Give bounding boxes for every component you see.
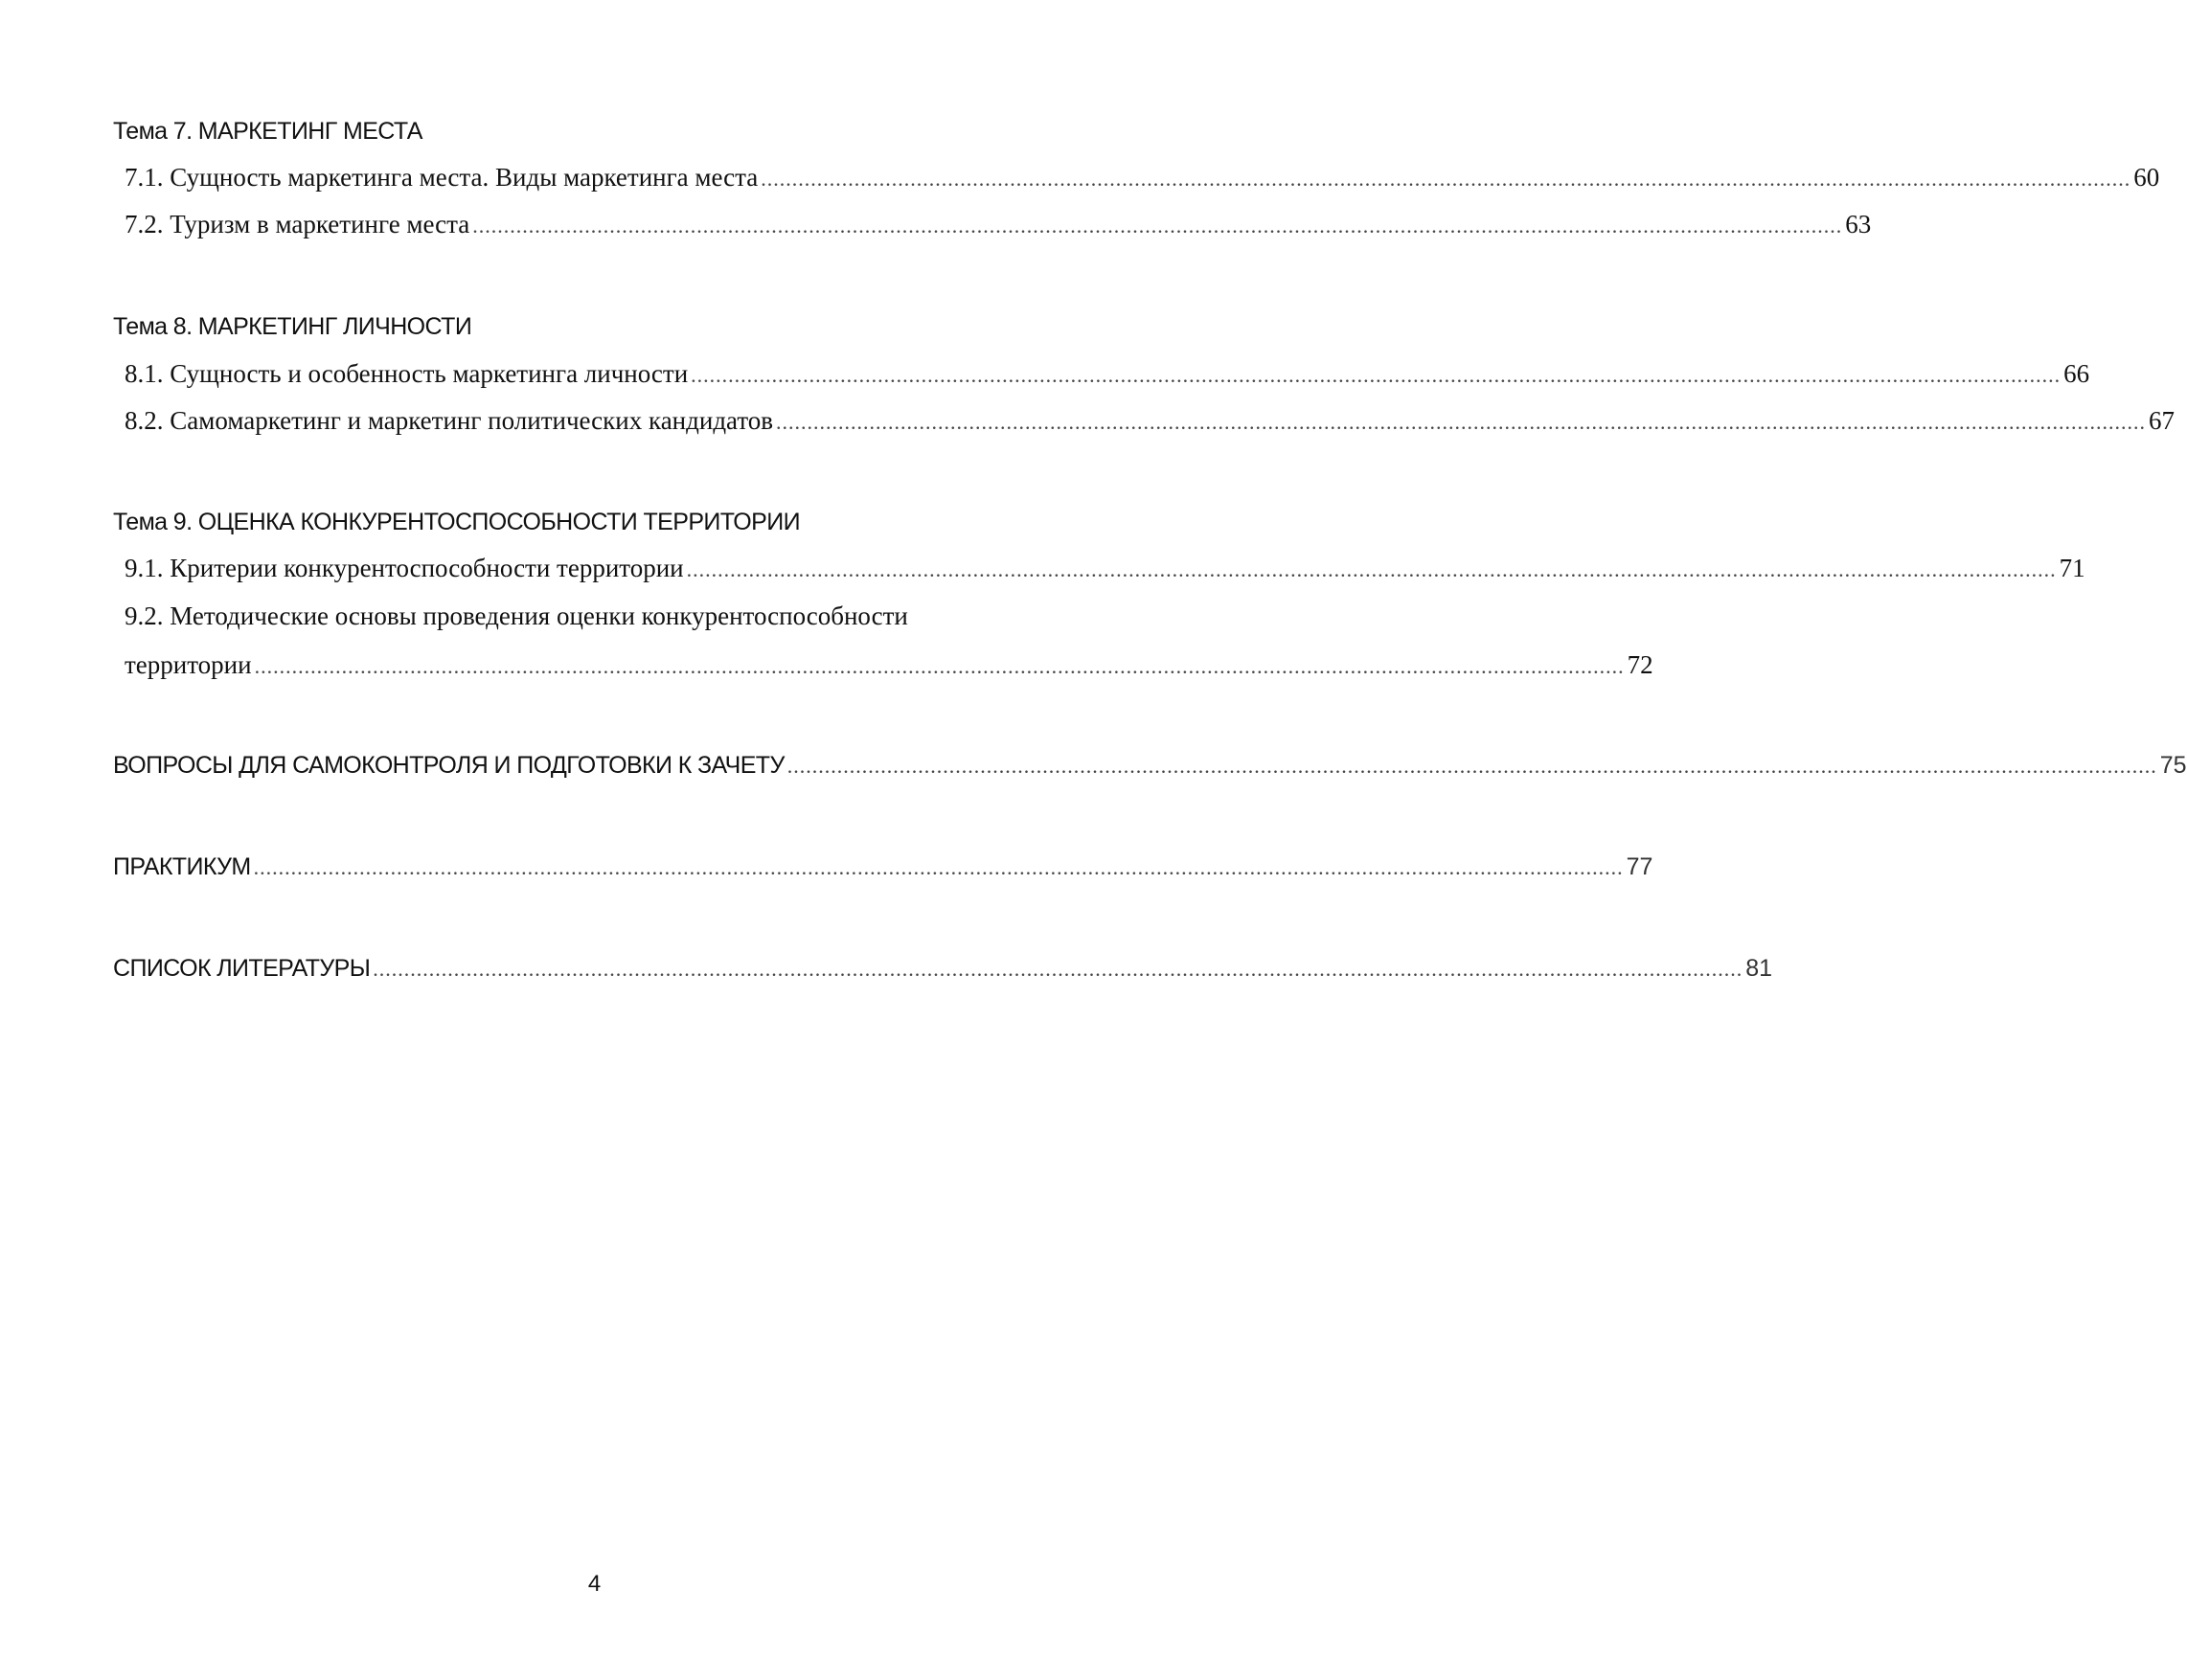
toc-entry-page: 81 [1745,955,1773,982]
dot-leader: ............................................................................................................................................................................................................................ [253,855,1624,879]
toc-entry-label: 7.2. Туризм в маркетинге места [125,210,470,238]
toc-entry-page: 66 [2063,359,2090,388]
toc-entry-label: СПИСОК ЛИТЕРАТУРЫ [113,955,371,982]
toc-entry-7-1[interactable] [125,163,2160,193]
toc-entry-label: 9.1. Критерии конкурентоспособности территории [125,554,684,582]
toc-entry-label: территории [125,650,252,679]
toc-entry-label: 8.1. Сущность и особенность маркетинга личности [125,359,689,388]
dot-leader: ............................................................................................................................................................................................................................ [761,167,2131,191]
toc-entry-page: 71 [2059,554,2085,582]
toc-entry-page: 72 [1627,650,1653,679]
toc-entry-label: 7.1. Сущность маркетинга места. Виды маркетинга места [125,163,759,192]
toc-entry-page: 63 [1845,210,1872,238]
toc-entry-7-2[interactable] [125,210,1872,240]
toc-entry-label: ВОПРОСЫ ДЛЯ САМОКОНТРОЛЯ И ПОДГОТОВКИ К ЗАЧЕТУ [113,752,785,779]
toc-entry-questions[interactable] [113,751,2187,781]
toc-entry-label: 8.2. Самомаркетинг и маркетинг политических кандидатов [125,406,774,435]
toc-entry-label: ПРАКТИКУМ [113,853,251,880]
toc-entry-page: 60 [2133,163,2160,192]
topic-7-heading: Тема 7. МАРКЕТИНГ МЕСТА [113,118,422,145]
topic-9-heading: Тема 9. ОЦЕНКА КОНКУРЕНТОСПОСОБНОСТИ ТЕРРИТОРИИ [113,509,800,535]
dot-leader: ............................................................................................................................................................................................................................ [472,214,1843,238]
dot-leader: ............................................................................................................................................................................................................................ [786,754,2157,778]
toc-entry-9-2[interactable] [125,650,1653,681]
toc-entry-page: 75 [2159,752,2187,779]
dot-leader: ............................................................................................................................................................................................................................ [691,363,2062,387]
toc-entry-literature[interactable] [113,954,1773,984]
toc-entry-9-1[interactable] [125,554,2085,584]
toc-entry-practicum[interactable] [113,852,1653,882]
dot-leader: ............................................................................................................................................................................................................................ [254,654,1625,678]
dot-leader: ............................................................................................................................................................................................................................ [373,957,1743,981]
toc-entry-page: 67 [2149,406,2176,435]
dot-leader: ............................................................................................................................................................................................................................ [686,557,2057,581]
topic-8-heading: Тема 8. МАРКЕТИНГ ЛИЧНОСТИ [113,313,472,340]
page-number: 4 [587,1571,602,1597]
dot-leader: ............................................................................................................................................................................................................................ [776,410,2147,434]
toc-entry-8-2[interactable] [125,406,2176,437]
toc-entry-page: 77 [1626,853,1653,880]
toc-entry-8-1[interactable] [125,359,2090,390]
toc-entry-9-2-line1[interactable]: 9.2. Методические основы проведения оценки конкурентоспособности [125,602,908,630]
